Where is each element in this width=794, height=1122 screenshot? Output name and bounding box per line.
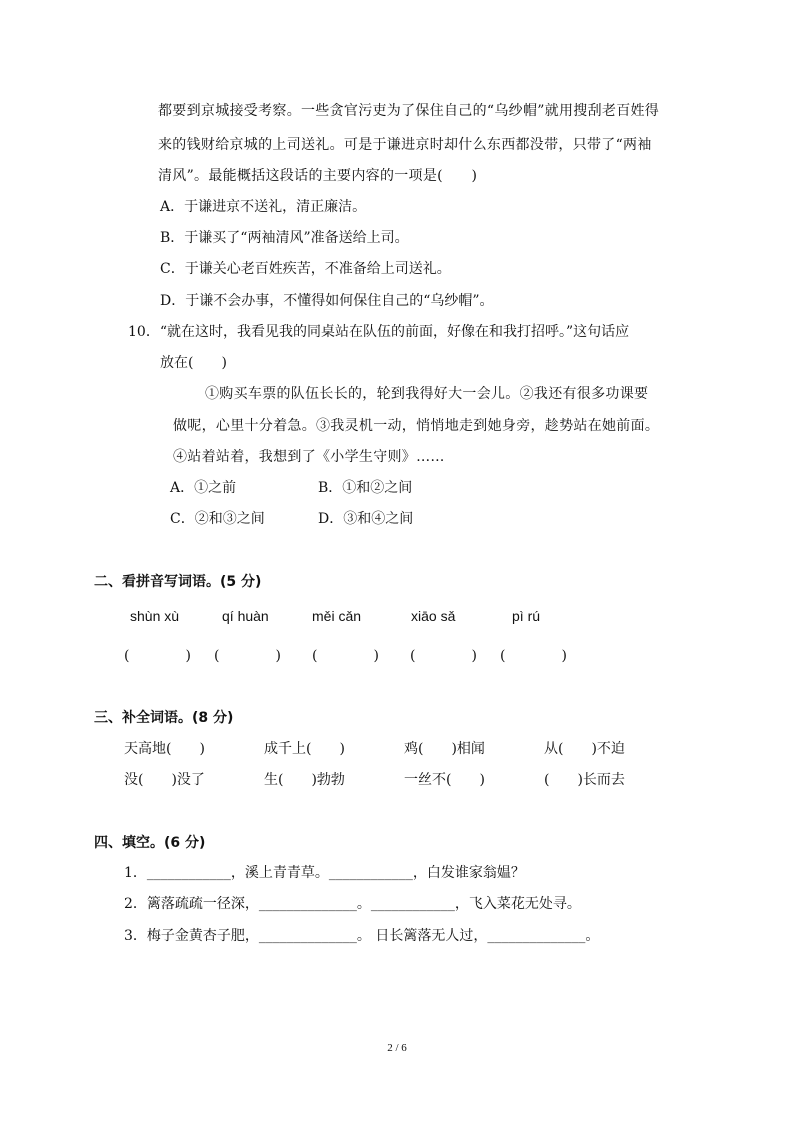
- page-number: 2 / 6: [387, 1042, 407, 1054]
- q10-option-b: B．①和②之间: [318, 480, 413, 496]
- q10-option-c: C．②和③之间: [170, 511, 265, 527]
- q9-paragraph-line-2: 来的钱财给京城的上司送礼。可是于谦进京时却什么东西都没带，只带了“两袖: [158, 137, 652, 153]
- idiom-4[interactable]: 从( )不迫: [544, 741, 625, 757]
- q9-option-c: C．于谦关心老百姓疾苦，不准备给上司送礼。: [160, 261, 451, 277]
- idiom-8[interactable]: ( )长而去: [544, 772, 625, 788]
- q9-paragraph-line-1: 都要到京城接受考察。一些贪官污吏为了保住自己的“乌纱帽”就用搜刮老百姓得: [158, 103, 660, 119]
- idiom-1[interactable]: 天高地( ): [124, 741, 205, 757]
- q10-option-a: A．①之前: [170, 480, 237, 496]
- pinyin-4: xiāo sǎ: [411, 608, 456, 624]
- section-2-title: 二、看拼音写词语。(5 分): [94, 574, 262, 590]
- q10-stem-line-2: 放在( ): [160, 355, 227, 371]
- section-4-title: 四、填空。(6 分): [94, 835, 206, 851]
- pinyin-2: qí huàn: [222, 608, 269, 624]
- pinyin-1: shùn xù: [130, 608, 180, 624]
- answer-blank-4[interactable]: ( ): [410, 648, 477, 664]
- pinyin-3: měi cǎn: [312, 608, 362, 624]
- idiom-7[interactable]: 一丝不( ): [404, 772, 485, 788]
- q9-paragraph-line-3: 清风”。最能概括这段话的主要内容的一项是( ): [158, 168, 478, 184]
- answer-blank-5[interactable]: ( ): [500, 648, 567, 664]
- q10-passage-line-3: ④站着站着，我想到了《小学生守则》……: [173, 449, 445, 465]
- fill-item-3[interactable]: 3．梅子金黄杏子肥，______________。 日长篱落无人过，______________。: [124, 928, 600, 944]
- q9-option-a: A．于谦进京不送礼，清正廉洁。: [160, 199, 367, 215]
- answer-blank-3[interactable]: ( ): [312, 648, 379, 664]
- q10-stem-line-1: 10．“就在这时，我看见我的同桌站在队伍的前面，好像在和我打招呼。”这句话应: [128, 324, 630, 340]
- answer-blank-1[interactable]: ( ): [124, 648, 191, 664]
- q10-option-d: D．③和④之间: [318, 511, 414, 527]
- idiom-6[interactable]: 生( )勃勃: [264, 772, 345, 788]
- q10-passage-line-1: ①购买车票的队伍长长的，轮到我得好大一会儿。②我还有很多功课要: [205, 386, 649, 402]
- answer-blank-2[interactable]: ( ): [214, 648, 281, 664]
- q10-passage-line-2: 做呢，心里十分着急。③我灵机一动，悄悄地走到她身旁，趁势站在她前面。: [173, 418, 660, 434]
- q9-option-b: B．于谦买了“两袖清风”准备送给上司。: [160, 230, 409, 246]
- section-3-title: 三、补全词语。(8 分): [94, 710, 234, 726]
- fill-item-1[interactable]: 1．____________，溪上青青草。____________，白发谁家翁媪？: [124, 865, 525, 881]
- pinyin-5: pì rú: [512, 608, 541, 624]
- fill-item-2[interactable]: 2．篱落疏疏一径深，______________。____________，飞入菜花无处寻。: [124, 896, 581, 912]
- q9-option-d: D．于谦不会办事，不懂得如何保住自己的“乌纱帽”。: [160, 293, 494, 309]
- idiom-5[interactable]: 没( )没了: [124, 772, 205, 788]
- idiom-2[interactable]: 成千上( ): [264, 741, 345, 757]
- idiom-3[interactable]: 鸡( )相闻: [404, 741, 485, 757]
